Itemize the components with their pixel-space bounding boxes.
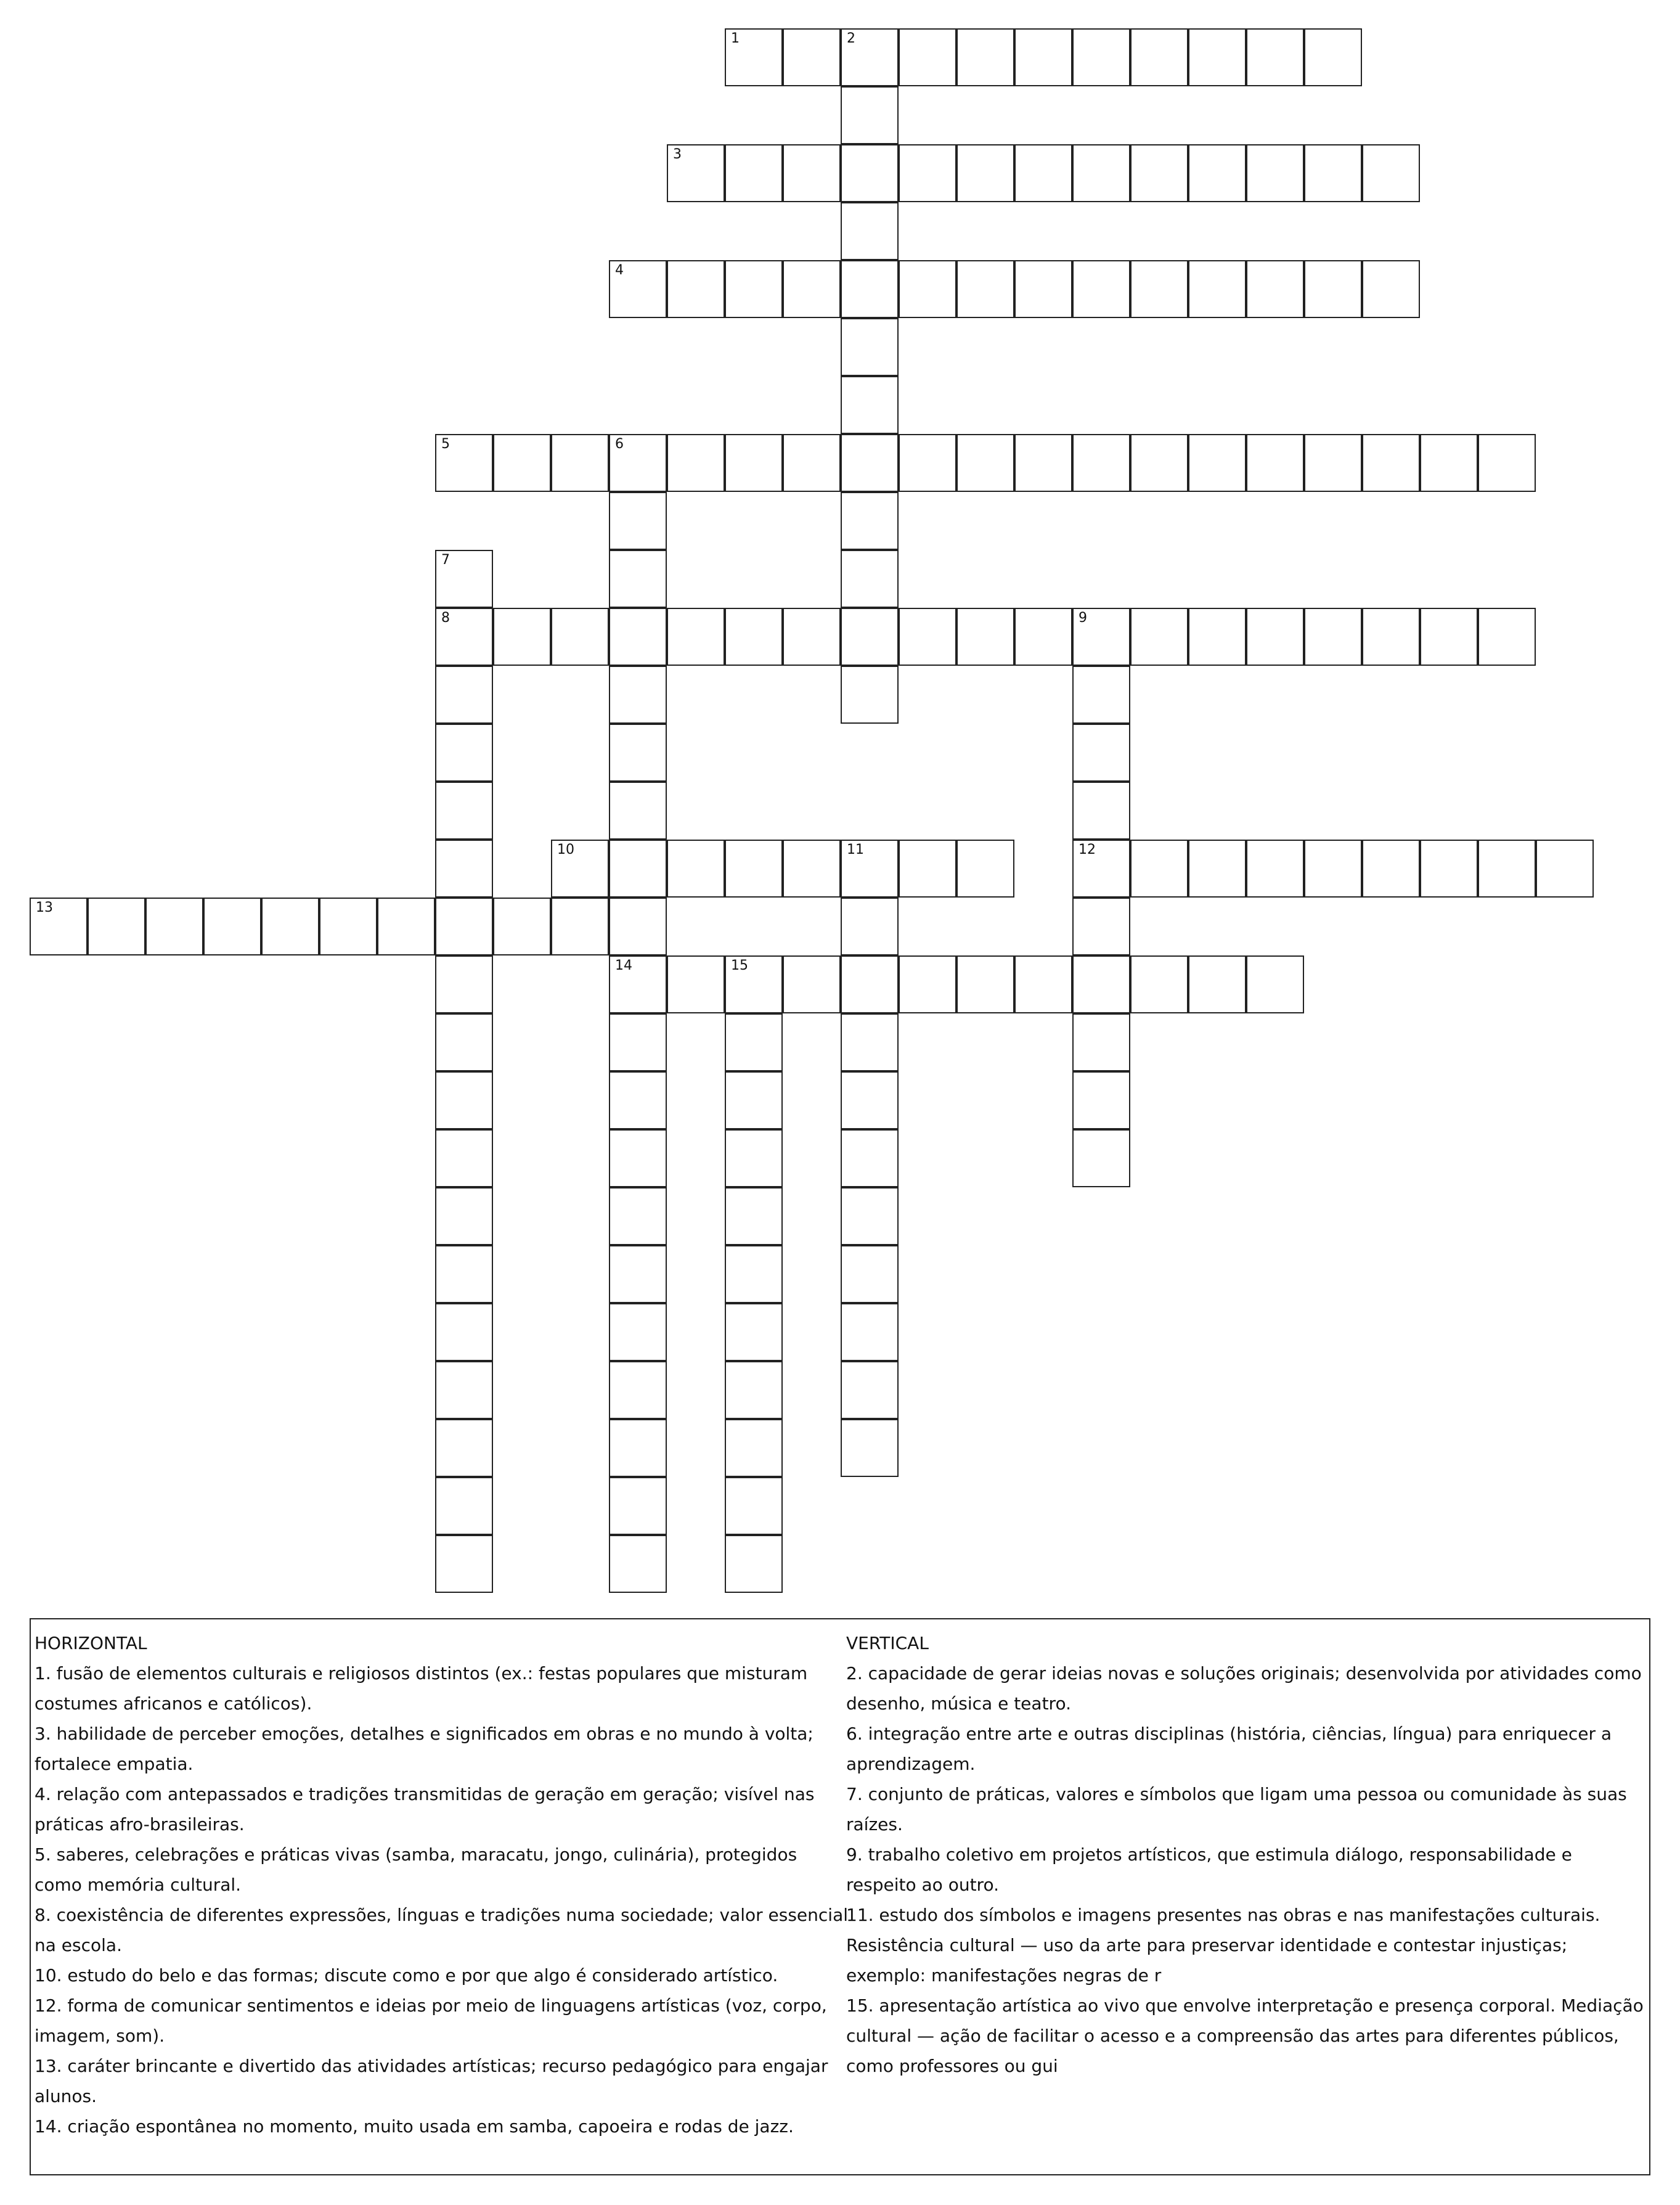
grid-cell[interactable] xyxy=(435,1071,493,1129)
grid-cell[interactable] xyxy=(725,1129,783,1187)
clue-across-3: 3. habilidade de perceber emoções, detalhes e significados em obras e no mundo à volta; fortalece empatia. xyxy=(35,1724,813,1774)
grid-cell[interactable] xyxy=(435,1245,493,1303)
grid-cell[interactable] xyxy=(1536,840,1594,898)
grid-cell[interactable] xyxy=(725,260,783,318)
vertical-heading: VERTICAL xyxy=(846,1633,929,1653)
grid-cell[interactable] xyxy=(145,898,203,955)
clue-number: 1 xyxy=(731,31,740,46)
grid-cell[interactable] xyxy=(1362,434,1420,492)
grid-cell[interactable] xyxy=(667,434,725,492)
clue-across-8: 8. coexistência de diferentes expressões, línguas e tradições numa sociedade; valor essencial na escola. xyxy=(35,1905,849,1955)
grid-cell[interactable] xyxy=(609,782,667,840)
grid-cell[interactable] xyxy=(841,1129,899,1187)
grid-cell[interactable] xyxy=(435,898,493,955)
grid-cell[interactable] xyxy=(1072,898,1130,955)
grid-cell[interactable] xyxy=(1420,434,1478,492)
grid-cell[interactable] xyxy=(899,144,956,202)
grid-cell[interactable] xyxy=(956,28,1014,86)
grid-cell-6[interactable] xyxy=(609,434,667,492)
grid-cell[interactable] xyxy=(1188,434,1246,492)
clue-across-4: 4. relação com antepassados e tradições transmitidas de geração em geração; visível nas práticas afro-brasileiras. xyxy=(35,1784,815,1835)
clue-number: 3 xyxy=(673,147,682,162)
grid-cell[interactable] xyxy=(1246,144,1304,202)
grid-cell[interactable] xyxy=(841,86,899,144)
grid-cell[interactable] xyxy=(725,434,783,492)
grid-cell[interactable] xyxy=(899,434,956,492)
grid-cell[interactable] xyxy=(609,492,667,550)
grid-cell[interactable] xyxy=(493,434,551,492)
grid-cell[interactable] xyxy=(609,666,667,724)
grid-cell[interactable] xyxy=(725,1187,783,1245)
grid-cell[interactable] xyxy=(1478,434,1536,492)
grid-cell-7[interactable] xyxy=(435,550,493,608)
grid-cell[interactable] xyxy=(841,492,899,550)
horizontal-clues xyxy=(35,1628,848,2142)
clue-down-7: 7. conjunto de práticas, valores e símbolos que ligam uma pessoa ou comunidade às suas raízes. xyxy=(846,1784,1627,1835)
clue-number: 11 xyxy=(847,842,864,857)
grid-cell[interactable] xyxy=(1188,840,1246,898)
grid-cell[interactable] xyxy=(725,1477,783,1535)
grid-cell[interactable] xyxy=(841,666,899,724)
grid-cell[interactable] xyxy=(1072,1013,1130,1071)
grid-cell[interactable] xyxy=(1304,260,1362,318)
grid-cell[interactable] xyxy=(1362,608,1420,666)
grid-cell[interactable] xyxy=(1420,840,1478,898)
grid-cell[interactable] xyxy=(203,898,261,955)
clue-number: 10 xyxy=(557,842,574,857)
clue-number: 14 xyxy=(615,958,632,973)
grid-cell[interactable] xyxy=(551,898,609,955)
clue-number: 15 xyxy=(731,958,748,973)
grid-cell[interactable] xyxy=(1246,434,1304,492)
grid-cell[interactable] xyxy=(1304,144,1362,202)
grid-cell-8[interactable] xyxy=(435,608,493,666)
clue-number: 5 xyxy=(441,436,450,452)
grid-cell[interactable] xyxy=(899,840,956,898)
grid-cell[interactable] xyxy=(1362,840,1420,898)
grid-cell[interactable] xyxy=(1188,28,1246,86)
grid-cell[interactable] xyxy=(609,1071,667,1129)
grid-cell[interactable] xyxy=(1072,782,1130,840)
clue-across-5: 5. saberes, celebrações e práticas vivas (samba, maracatu, jongo, culinária), protegidos como memória cultural. xyxy=(35,1844,797,1895)
grid-cell-1[interactable] xyxy=(725,28,783,86)
grid-cell[interactable] xyxy=(493,608,551,666)
grid-cell-4[interactable] xyxy=(609,260,667,318)
grid-cell[interactable] xyxy=(1014,144,1072,202)
grid-cell-10[interactable] xyxy=(551,840,609,898)
clue-across-10: 10. estudo do belo e das formas; discute como e por que algo é considerado artístico. xyxy=(35,1965,778,1986)
grid-cell[interactable] xyxy=(609,1419,667,1477)
grid-cell[interactable] xyxy=(1130,144,1188,202)
grid-cell[interactable] xyxy=(609,1477,667,1535)
grid-cell[interactable] xyxy=(841,1303,899,1361)
grid-cell[interactable] xyxy=(841,550,899,608)
grid-cell-11[interactable] xyxy=(841,840,899,898)
grid-cell[interactable] xyxy=(609,1535,667,1593)
grid-cell[interactable] xyxy=(841,898,899,955)
grid-cell[interactable] xyxy=(841,1361,899,1419)
grid-cell[interactable] xyxy=(1188,608,1246,666)
clues-box xyxy=(30,1618,1650,2175)
grid-cell[interactable] xyxy=(88,898,145,955)
grid-cell[interactable] xyxy=(435,1013,493,1071)
grid-cell[interactable] xyxy=(435,1187,493,1245)
grid-cell-9[interactable] xyxy=(1072,608,1130,666)
clue-number: 12 xyxy=(1079,842,1096,857)
grid-cell[interactable] xyxy=(1188,144,1246,202)
grid-cell[interactable] xyxy=(551,608,609,666)
grid-cell[interactable] xyxy=(609,1013,667,1071)
grid-cell[interactable] xyxy=(783,434,841,492)
grid-cell[interactable] xyxy=(435,1129,493,1187)
grid-cell[interactable] xyxy=(1072,724,1130,782)
grid-cell[interactable] xyxy=(725,1071,783,1129)
grid-cell[interactable] xyxy=(609,898,667,955)
grid-cell[interactable] xyxy=(435,1303,493,1361)
grid-cell[interactable] xyxy=(1420,608,1478,666)
grid-cell[interactable] xyxy=(609,1129,667,1187)
grid-cell[interactable] xyxy=(1072,260,1130,318)
horizontal-heading: HORIZONTAL xyxy=(35,1633,147,1653)
grid-cell[interactable] xyxy=(783,955,841,1013)
grid-cell[interactable] xyxy=(725,1013,783,1071)
grid-cell[interactable] xyxy=(899,260,956,318)
grid-cell[interactable] xyxy=(841,376,899,434)
grid-cell[interactable] xyxy=(435,1361,493,1419)
grid-cell[interactable] xyxy=(956,608,1014,666)
grid-cell-5[interactable] xyxy=(435,434,493,492)
clue-down-9: 9. trabalho coletivo em projetos artísticos, que estimula diálogo, responsabilidade e respeito ao outro. xyxy=(846,1844,1572,1895)
grid-cell[interactable] xyxy=(1014,260,1072,318)
grid-cell[interactable] xyxy=(1246,955,1304,1013)
grid-cell[interactable] xyxy=(1304,28,1362,86)
clue-number: 8 xyxy=(441,610,450,626)
grid-cell[interactable] xyxy=(1072,434,1130,492)
grid-cell[interactable] xyxy=(609,840,667,898)
grid-cell[interactable] xyxy=(1130,840,1188,898)
clue-down-15: 15. apresentação artística ao vivo que envolve interpretação e presença corporal. Mediação cultural — ação de facilitar o acesso e a compreensão das artes para diferentes públicos, como professores ou gui xyxy=(846,1995,1644,2076)
grid-cell[interactable] xyxy=(725,1361,783,1419)
grid-cell[interactable] xyxy=(1478,608,1536,666)
clue-number: 9 xyxy=(1079,610,1087,626)
grid-cell[interactable] xyxy=(1014,434,1072,492)
grid-cell[interactable] xyxy=(1246,840,1304,898)
grid-cell[interactable] xyxy=(841,955,899,1013)
grid-cell[interactable] xyxy=(1072,144,1130,202)
grid-cell[interactable] xyxy=(667,840,725,898)
grid-cell[interactable] xyxy=(667,260,725,318)
clue-across-14: 14. criação espontânea no momento, muito usada em samba, capoeira e rodas de jazz. xyxy=(35,2116,794,2137)
grid-cell[interactable] xyxy=(841,260,899,318)
grid-cell[interactable] xyxy=(609,608,667,666)
grid-cell[interactable] xyxy=(435,724,493,782)
grid-cell[interactable] xyxy=(841,434,899,492)
grid-cell[interactable] xyxy=(1130,955,1188,1013)
grid-cell[interactable] xyxy=(841,202,899,260)
grid-cell[interactable] xyxy=(841,318,899,376)
grid-cell[interactable] xyxy=(1072,28,1130,86)
grid-cell[interactable] xyxy=(1478,840,1536,898)
grid-cell-3[interactable] xyxy=(667,144,725,202)
grid-cell[interactable] xyxy=(725,1419,783,1477)
clue-number: 2 xyxy=(847,31,855,46)
grid-cell[interactable] xyxy=(667,955,725,1013)
clue-across-13: 13. caráter brincante e divertido das atividades artísticas; recurso pedagógico para engajar alunos. xyxy=(35,2056,828,2106)
grid-cell[interactable] xyxy=(1188,955,1246,1013)
grid-cell-13[interactable] xyxy=(30,898,88,955)
grid-cell[interactable] xyxy=(1014,608,1072,666)
grid-cell[interactable] xyxy=(899,28,956,86)
grid-cell[interactable] xyxy=(1072,955,1130,1013)
grid-cell[interactable] xyxy=(725,1303,783,1361)
grid-cell[interactable] xyxy=(319,898,377,955)
grid-cell[interactable] xyxy=(435,1535,493,1593)
grid-cell[interactable] xyxy=(725,1535,783,1593)
grid-cell[interactable] xyxy=(667,608,725,666)
grid-cell[interactable] xyxy=(725,144,783,202)
grid-cell[interactable] xyxy=(841,608,899,666)
grid-cell[interactable] xyxy=(493,898,551,955)
grid-cell[interactable] xyxy=(956,144,1014,202)
grid-cell[interactable] xyxy=(1304,608,1362,666)
grid-cell[interactable] xyxy=(435,955,493,1013)
grid-cell[interactable] xyxy=(783,28,841,86)
grid-cell[interactable] xyxy=(261,898,319,955)
grid-cell[interactable] xyxy=(1362,260,1420,318)
grid-cell[interactable] xyxy=(841,1013,899,1071)
grid-cell[interactable] xyxy=(1014,955,1072,1013)
grid-cell[interactable] xyxy=(1304,840,1362,898)
grid-cell[interactable] xyxy=(956,955,1014,1013)
grid-cell[interactable] xyxy=(725,840,783,898)
clue-across-1: 1. fusão de elementos culturais e religiosos distintos (ex.: festas populares que misturam costumes africanos e católicos). xyxy=(35,1663,808,1714)
grid-cell[interactable] xyxy=(435,1477,493,1535)
grid-cell[interactable] xyxy=(609,724,667,782)
clue-down-6: 6. integração entre arte e outras disciplinas (história, ciências, língua) para enriquecer a aprendizagem. xyxy=(846,1724,1612,1774)
grid-cell[interactable] xyxy=(956,840,1014,898)
grid-cell[interactable] xyxy=(783,608,841,666)
clue-down-2: 2. capacidade de gerar ideias novas e soluções originais; desenvolvida por atividades como desenho, música e teatro. xyxy=(846,1663,1642,1714)
grid-cell[interactable] xyxy=(899,608,956,666)
grid-cell[interactable] xyxy=(725,608,783,666)
grid-cell[interactable] xyxy=(1130,28,1188,86)
grid-cell[interactable] xyxy=(1246,608,1304,666)
grid-cell[interactable] xyxy=(1014,28,1072,86)
grid-cell[interactable] xyxy=(725,1245,783,1303)
grid-cell[interactable] xyxy=(435,666,493,724)
grid-cell[interactable] xyxy=(609,1361,667,1419)
grid-cell[interactable] xyxy=(435,840,493,898)
grid-cell[interactable] xyxy=(1072,1071,1130,1129)
grid-cell[interactable] xyxy=(1246,260,1304,318)
clue-number: 13 xyxy=(36,900,53,915)
grid-cell[interactable] xyxy=(841,1071,899,1129)
grid-cell[interactable] xyxy=(1130,434,1188,492)
grid-cell[interactable] xyxy=(1188,260,1246,318)
clue-number: 7 xyxy=(441,552,450,568)
grid-cell[interactable] xyxy=(841,144,899,202)
grid-cell-12[interactable] xyxy=(1072,840,1130,898)
grid-cell[interactable] xyxy=(1246,28,1304,86)
grid-cell[interactable] xyxy=(377,898,435,955)
grid-cell-2[interactable] xyxy=(841,28,899,86)
clue-down-11: 11. estudo dos símbolos e imagens presentes nas obras e nas manifestações culturais. Resistência cultural — uso da arte para preservar identidade e contestar injustiças; exemplo: manifestações negras de r xyxy=(846,1905,1600,1986)
grid-cell[interactable] xyxy=(609,1187,667,1245)
clue-number: 6 xyxy=(615,436,624,452)
grid-cell[interactable] xyxy=(609,1245,667,1303)
grid-cell[interactable] xyxy=(1130,260,1188,318)
grid-cell[interactable] xyxy=(841,1419,899,1477)
grid-cell-15[interactable] xyxy=(725,955,783,1013)
grid-cell[interactable] xyxy=(1362,144,1420,202)
grid-cell[interactable] xyxy=(841,1245,899,1303)
clue-across-12: 12. forma de comunicar sentimentos e ideias por meio de linguagens artísticas (voz, corpo, imagem, som). xyxy=(35,1995,827,2046)
grid-cell[interactable] xyxy=(783,260,841,318)
grid-cell[interactable] xyxy=(1072,666,1130,724)
grid-cell[interactable] xyxy=(609,1303,667,1361)
vertical-clues xyxy=(846,1628,1647,2081)
clue-number: 4 xyxy=(615,263,624,278)
grid-cell[interactable] xyxy=(783,840,841,898)
grid-cell[interactable] xyxy=(956,434,1014,492)
grid-cell[interactable] xyxy=(551,434,609,492)
grid-cell[interactable] xyxy=(956,260,1014,318)
grid-cell-14[interactable] xyxy=(609,955,667,1013)
grid-cell[interactable] xyxy=(1130,608,1188,666)
grid-cell[interactable] xyxy=(899,955,956,1013)
grid-cell[interactable] xyxy=(435,1419,493,1477)
grid-cell[interactable] xyxy=(435,782,493,840)
grid-cell[interactable] xyxy=(1304,434,1362,492)
grid-cell[interactable] xyxy=(783,144,841,202)
grid-cell[interactable] xyxy=(1072,1129,1130,1187)
grid-cell[interactable] xyxy=(609,550,667,608)
grid-cell[interactable] xyxy=(841,1187,899,1245)
